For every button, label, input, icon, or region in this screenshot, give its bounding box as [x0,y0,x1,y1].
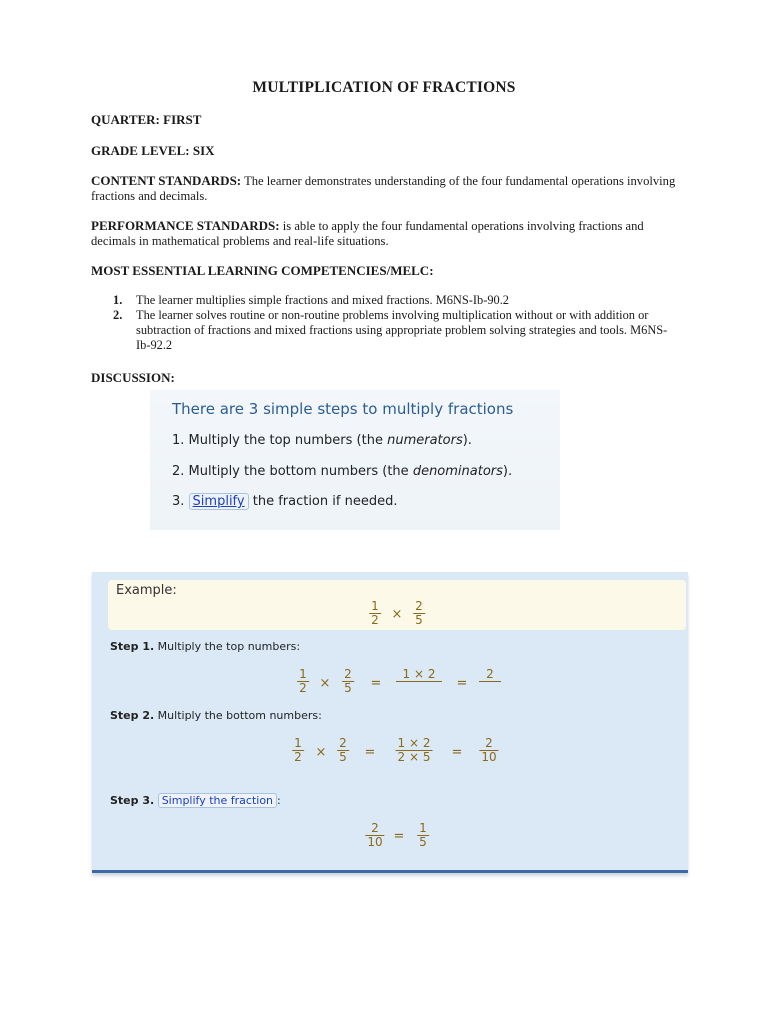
denominator: 10 [481,750,497,764]
step-2-prefix: 2. Multiply the bottom numbers (the [172,464,413,479]
step-1-label: Step 1. [110,640,155,653]
numerator: 1 [419,821,427,835]
example-step-1-caption [110,640,300,653]
denominator: 5 [415,613,423,627]
step-3-prefix: 3. [172,494,189,509]
equals-sign: = [393,829,405,844]
content-standards-text: The learner demonstrates understanding of the four fundamental operations involving fractions and decimals. [91,174,676,203]
grade-line [91,143,215,159]
numerator: 2 [486,667,494,681]
melc-item-number: 2. [113,308,123,322]
melc-heading: MOST ESSENTIAL LEARNING COMPETENCIES/MELC: [91,263,434,278]
denominator: 5 [419,835,427,849]
melc-item [91,293,671,308]
equals-sign: = [451,745,463,760]
quarter-line [91,112,201,128]
step-2-result [479,737,498,764]
step-1-description: Multiply the top numbers: [154,640,301,653]
step-2-label: Step 2. [110,709,155,722]
simplify-link[interactable]: Simplify [189,493,249,510]
step-2-suffix: ). [502,464,513,479]
document-title: MULTIPLICATION OF FRACTIONS [252,79,516,96]
step-3-label: Step 3. [110,794,155,807]
numerator: 1 × 2 [397,736,431,750]
step-1-emphasis: numerators [387,433,463,448]
denominator: 2 [299,681,307,695]
performance-standards [91,218,676,249]
colon: : [277,794,281,807]
grade-label: GRADE LEVEL: [91,143,190,158]
step-1-product [396,668,442,695]
equals-sign: = [370,676,382,691]
denominator [396,681,442,695]
content-standards [91,173,681,204]
numerator: 1 [294,736,302,750]
step-1-fraction-b [342,668,354,695]
step-2-description: Multiply the bottom numbers: [154,709,322,722]
step-3-text [172,493,397,510]
numerator: 2 [415,599,423,613]
example-step-2-caption [110,709,322,722]
performance-standards-label: PERFORMANCE STANDARDS: [91,218,280,233]
numerator: 2 [371,821,379,835]
numerator: 2 [485,736,493,750]
step-1-prefix: 1. Multiply the top numbers (the [172,433,388,448]
equals-sign: = [364,745,376,760]
example-panel [92,572,688,873]
numerator: 2 [344,667,352,681]
example-step-3-caption [110,793,281,808]
step-2-fraction-b [337,737,349,764]
example-fraction-a [369,600,381,627]
step-3-suffix: the fraction if needed. [248,494,398,509]
denominator: 2 [371,613,379,627]
step-2-text [172,464,512,479]
denominator: 2 × 5 [397,750,431,764]
step-1-suffix: ). [462,433,472,448]
melc-item-number: 1. [113,293,123,307]
melc-item-text: The learner solves routine or non-routine problems involving multiplication without or with addition or subtraction of fractions and mixed fractions using appropriate problem solving strategies and tools. M6NS-Ib-92.2 [136,308,668,352]
times-sign: × [319,676,331,691]
denominator: 10 [367,835,383,849]
numerator: 1 [371,599,379,613]
equals-sign: = [456,676,468,691]
steps-heading: There are 3 simple steps to multiply fractions [172,400,514,418]
performance-standards-text: is able to apply the four fundamental operations involving fractions and decimals in mathematical problems and real-life situations. [91,219,644,248]
example-label: Example: [116,583,177,598]
numerator: 2 [339,736,347,750]
step-3-result [417,822,429,849]
times-sign: × [391,607,403,622]
denominator: 5 [339,750,347,764]
step-2-product [396,737,433,764]
quarter-label: QUARTER: [91,112,160,127]
numerator: 1 [299,667,307,681]
numerator: 1 × 2 [402,667,436,681]
step-2-fraction-a [292,737,304,764]
simplify-the-fraction-link[interactable]: Simplify the fraction [158,793,277,808]
step-1-result [479,668,501,695]
step-1-fraction-a [297,668,309,695]
times-sign: × [315,745,327,760]
melc-item-text: The learner multiplies simple fractions and mixed fractions. M6NS-Ib-90.2 [136,293,510,307]
denominator: 5 [344,681,352,695]
step-1-text [172,433,472,448]
denominator [479,681,501,695]
denominator: 2 [294,750,302,764]
step-3-fraction [365,822,384,849]
discussion-label: DISCUSSION: [91,370,175,385]
steps-panel [150,390,560,530]
step-2-emphasis: denominators [412,464,503,479]
melc-item [91,308,671,353]
grade-value: SIX [192,143,215,158]
content-standards-label: CONTENT STANDARDS: [91,173,242,188]
example-header [108,580,686,630]
quarter-value: FIRST [163,112,202,127]
example-fraction-b [413,600,425,627]
melc-list [91,293,671,353]
